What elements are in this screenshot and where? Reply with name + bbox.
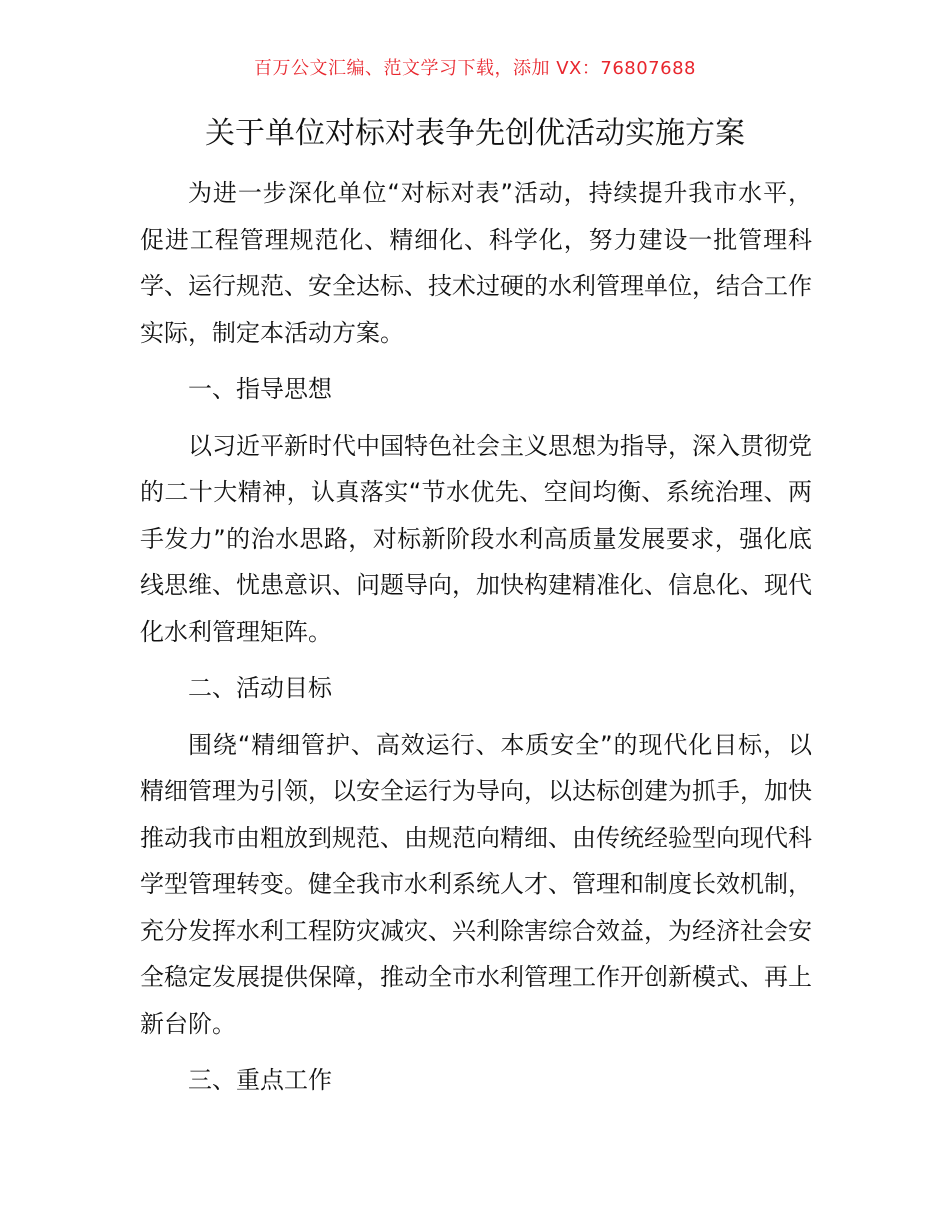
section-heading-1: 一、指导思想 (188, 375, 332, 403)
watermark-banner: 百万公文汇编、范文学习下载，添加 VX：76807688 (254, 58, 696, 79)
section-paragraph-2: 围绕“精细管护、高效运行、本质安全”的现代化目标，以精细管理为引领，以安全运行为导向，以达标创建为抓手，加快推动我市由粗放到规范、由规范向精细、由传统经验型向现代科学型管理转变。健全我市水利系统人才、管理和制度长效机制，充分发挥水利工程防灾减灾、兴利除害综合效益，为经济社会安全稳定发展提供保障，推动全市水利管理工作开创新模式、再上新台阶。 (140, 730, 812, 1038)
section-paragraph-1: 以习近平新时代中国特色社会主义思想为指导，深入贯彻党的二十大精神，认真落实“节水优先、空间均衡、系统治理、两手发力”的治水思路，对标新阶段水利高质量发展要求，强化底线思维、忧患意识、问题导向，加快构建精准化、信息化、现代化水利管理矩阵。 (140, 431, 812, 646)
document-title: 关于单位对标对表争先创优活动实施方案 (205, 116, 745, 151)
document-body (140, 170, 812, 1114)
section-heading-3: 三、重点工作 (188, 1066, 332, 1094)
section-heading-2: 二、活动目标 (188, 674, 332, 702)
intro-paragraph: 为进一步深化单位“对标对表”活动，持续提升我市水平，促进工程管理规范化、精细化、科学化，努力建设一批管理科学、运行规范、安全达标、技术过硬的水利管理单位，结合工作实际，制定本活动方案。 (140, 179, 812, 347)
